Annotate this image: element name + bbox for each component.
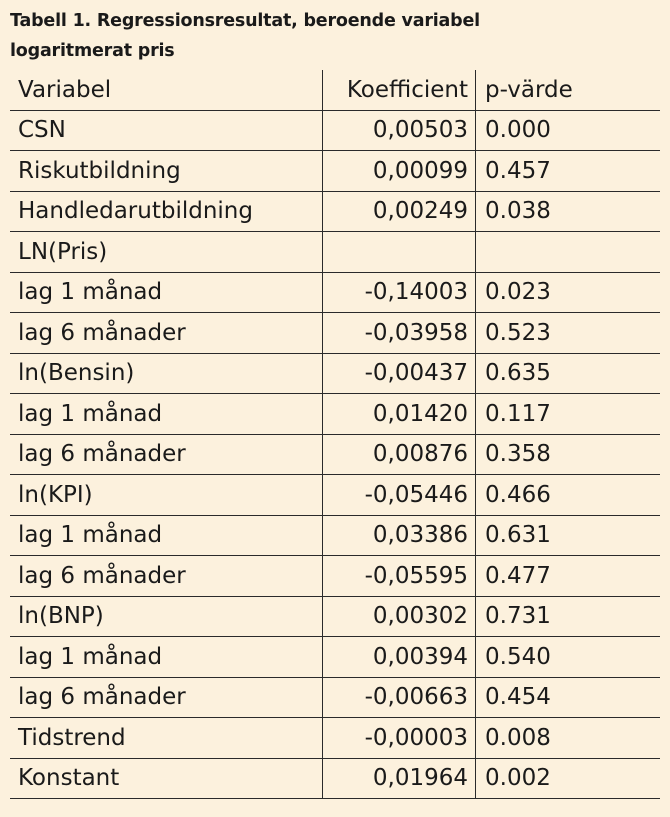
cell-variable: Riskutbildning (18, 157, 181, 184)
table-row (10, 718, 660, 759)
cell-coefficient: -0,03958 (364, 319, 468, 346)
cell-coefficient: -0,05595 (364, 562, 468, 589)
cell-variable: lag 6 månader (18, 319, 186, 346)
table-row (10, 637, 660, 678)
table-row (10, 435, 660, 476)
regression-table (10, 70, 660, 799)
header-variable: Variabel (18, 76, 112, 103)
cell-variable: Handledarutbildning (18, 198, 253, 225)
cell-pvalue: 0.477 (485, 562, 551, 589)
cell-coefficient: 0,01420 (372, 400, 468, 427)
caption-line-1: Tabell 1. Regressionsresultat, beroende variabel (10, 11, 480, 31)
cell-variable: ln(KPI) (18, 481, 93, 508)
cell-coefficient: 0,03386 (372, 522, 468, 549)
table-row (10, 394, 660, 435)
table-row (10, 678, 660, 719)
cell-pvalue: 0.635 (485, 360, 551, 387)
table-row (10, 354, 660, 395)
cell-variable: lag 1 månad (18, 643, 163, 670)
cell-coefficient: 0,00876 (372, 441, 468, 468)
table-row (10, 111, 660, 152)
cell-coefficient: -0,14003 (364, 279, 468, 306)
cell-coefficient: 0,00249 (372, 198, 468, 225)
cell-variable: lag 1 månad (18, 400, 163, 427)
cell-pvalue: 0.454 (485, 684, 551, 711)
cell-pvalue: 0.023 (485, 279, 551, 306)
cell-variable: ln(Bensin) (18, 360, 135, 387)
table-row (10, 556, 660, 597)
cell-variable: LN(Pris) (18, 238, 108, 265)
cell-pvalue (475, 232, 660, 272)
cell-pvalue: 0.731 (485, 603, 551, 630)
cell-pvalue: 0.038 (485, 198, 551, 225)
cell-variable: ln(BNP) (18, 603, 104, 630)
cell-variable: Tidstrend (18, 724, 126, 751)
cell-coefficient: 0,00503 (372, 117, 468, 144)
table-row (10, 151, 660, 192)
table-row (10, 475, 660, 516)
cell-pvalue: 0.457 (485, 157, 551, 184)
table-row (10, 232, 660, 273)
table-row (10, 273, 660, 314)
cell-pvalue: 0.631 (485, 522, 551, 549)
cell-coefficient: -0,00437 (364, 360, 468, 387)
caption-line-2: logaritmerat pris (10, 41, 175, 61)
cell-coefficient: 0,01964 (372, 765, 468, 792)
cell-variable: Konstant (18, 765, 120, 792)
cell-coefficient: 0,00099 (372, 157, 468, 184)
cell-pvalue: 0.523 (485, 319, 551, 346)
cell-variable: lag 6 månader (18, 441, 186, 468)
table-body (10, 111, 660, 800)
cell-pvalue: 0.358 (485, 441, 551, 468)
header-coefficient: Koefficient (346, 76, 468, 103)
table-row (10, 597, 660, 638)
cell-pvalue: 0.000 (485, 117, 551, 144)
cell-coefficient: 0,00394 (372, 643, 468, 670)
cell-pvalue: 0.002 (485, 765, 551, 792)
table-row (10, 313, 660, 354)
cell-pvalue: 0.117 (485, 400, 551, 427)
cell-variable: CSN (18, 117, 66, 144)
cell-coefficient: 0,00302 (372, 603, 468, 630)
header-pvalue: p-värde (485, 76, 573, 103)
cell-variable: lag 6 månader (18, 684, 186, 711)
cell-variable: lag 1 månad (18, 279, 163, 306)
table-caption (10, 6, 650, 66)
table-row (10, 516, 660, 557)
cell-variable: lag 1 månad (18, 522, 163, 549)
cell-coefficient: -0,00003 (364, 724, 468, 751)
cell-coefficient (322, 232, 475, 272)
cell-variable: lag 6 månader (18, 562, 186, 589)
table-row (10, 192, 660, 233)
cell-pvalue: 0.540 (485, 643, 551, 670)
table-header-row (10, 70, 660, 111)
column-divider-2 (475, 70, 476, 799)
column-divider-1 (322, 70, 323, 799)
cell-coefficient: -0,05446 (364, 481, 468, 508)
cell-pvalue: 0.008 (485, 724, 551, 751)
table-row (10, 759, 660, 800)
cell-pvalue: 0.466 (485, 481, 551, 508)
cell-coefficient: -0,00663 (364, 684, 468, 711)
